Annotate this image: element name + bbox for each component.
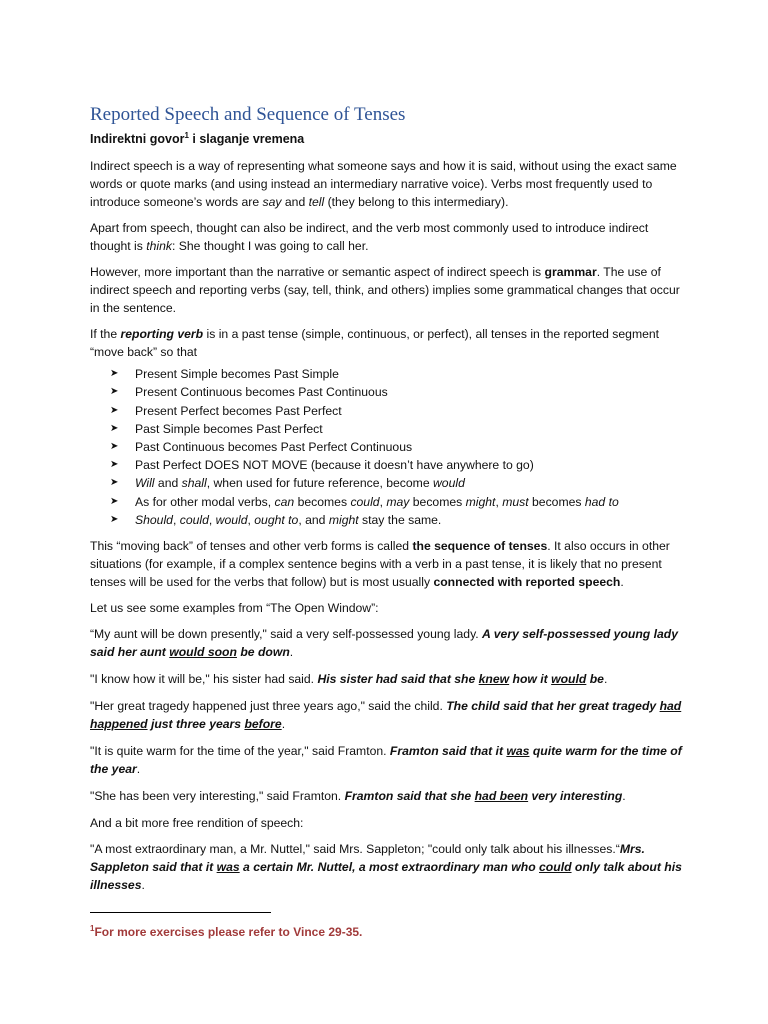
example-sentence: "A most extraordinary man, a Mr. Nuttel," said Mrs. Sappleton; "could only talk about his illnesses.“Mrs. Sappleton said that it was a certain Mr. Nuttel, a most extraordinary man who could only talk about his illnesses. [90,841,682,892]
list-item: ➤ Past Simple becomes Past Perfect [110,420,688,438]
paragraph-free-rendition: And a bit more free rendition of speech: [90,815,304,830]
footnote-reference[interactable]: 1 [184,131,189,140]
paragraph-sequence-of-tenses: This “moving back” of tenses and other verb forms is called the sequence of tenses. It also occurs in other situations (for example, if a complex sentence begins with a verb in a past tense, it is likely that no present tenses will be used for the verbs that follow) but is most usually connected with reported speech. [90,538,670,589]
arrow-bullet-icon: ➤ [110,477,119,489]
footnote-text: For more exercises please refer to Vince 29-35. [94,924,363,939]
paragraph-indirect-thought: Apart from speech, thought can also be indirect, and the verb most commonly used to introduce indirect thought is think: She thought I was going to call her. [90,221,649,254]
arrow-bullet-icon: ➤ [110,368,119,380]
arrow-bullet-icon: ➤ [110,440,119,452]
example-sentence: "She has been very interesting," said Framton. Framton said that she had been very interesting. [90,788,626,803]
example-sentence: "It is quite warm for the time of the year," said Framton. Framton said that it was quite warm for the time of the year. [90,743,682,776]
list-item: ➤ Will and shall, when used for future reference, become would [110,474,688,492]
example-sentence: “My aunt will be down presently," said a very self-possessed young lady. A very self-possessed young lady said her aunt would soon be down. [90,626,679,659]
paragraph-reporting-verb: If the reporting verb is in a past tense (simple, continuous, or perfect), all tenses in the reported segment “move back” so that [90,327,660,360]
list-item: ➤ Present Continuous becomes Past Continuous [110,383,688,401]
list-item: ➤ Present Perfect becomes Past Perfect [110,402,688,420]
list-item: ➤ As for other modal verbs, can becomes could, may becomes might, must becomes had to [110,493,688,511]
arrow-bullet-icon: ➤ [110,459,119,471]
example-sentence: "Her great tragedy happened just three years ago," said the child. The child said that her great tragedy had happened just three years before. [90,698,682,731]
example-sentence: "I know how it will be," his sister had said. His sister had said that she knew how it would be. [90,671,608,686]
tense-changes-list [90,365,688,529]
arrow-bullet-icon: ➤ [110,404,119,416]
subtitle-rest: i slaganje vremena [188,132,305,147]
document-subtitle [90,127,688,148]
footnote [90,921,688,940]
arrow-bullet-icon: ➤ [110,495,119,507]
arrow-bullet-icon: ➤ [110,422,119,434]
list-item: ➤ Present Simple becomes Past Simple [110,365,688,383]
footnote-separator [90,912,271,913]
paragraph-examples-intro: Let us see some examples from “The Open Window”: [90,600,379,615]
paragraph-grammar: However, more important than the narrative or semantic aspect of indirect speech is grammar. The use of indirect speech and reporting verbs (say, tell, think, and others) implies some grammatical changes that occur in the sentence. [90,265,680,316]
paragraph-indirect-speech: Indirect speech is a way of representing what someone says and how it is said, without using the exact same words or quote marks (and using instead an intermediary narrative voice). Verbs most frequently used to introduce someone’s words are say and tell (they belong to this intermediary). [90,159,677,210]
footnote-mark: 1 [90,923,95,933]
arrow-bullet-icon: ➤ [110,386,119,398]
subtitle-text: Indirektni govor [90,132,185,147]
arrow-bullet-icon: ➤ [110,513,119,525]
document-title: Reported Speech and Sequence of Tenses [90,104,406,125]
list-item: ➤ Past Continuous becomes Past Perfect Continuous [110,438,688,456]
list-item: ➤ Past Perfect DOES NOT MOVE (because it doesn’t have anywhere to go) [110,456,688,474]
list-item: ➤ Should, could, would, ought to, and might stay the same. [110,511,688,529]
